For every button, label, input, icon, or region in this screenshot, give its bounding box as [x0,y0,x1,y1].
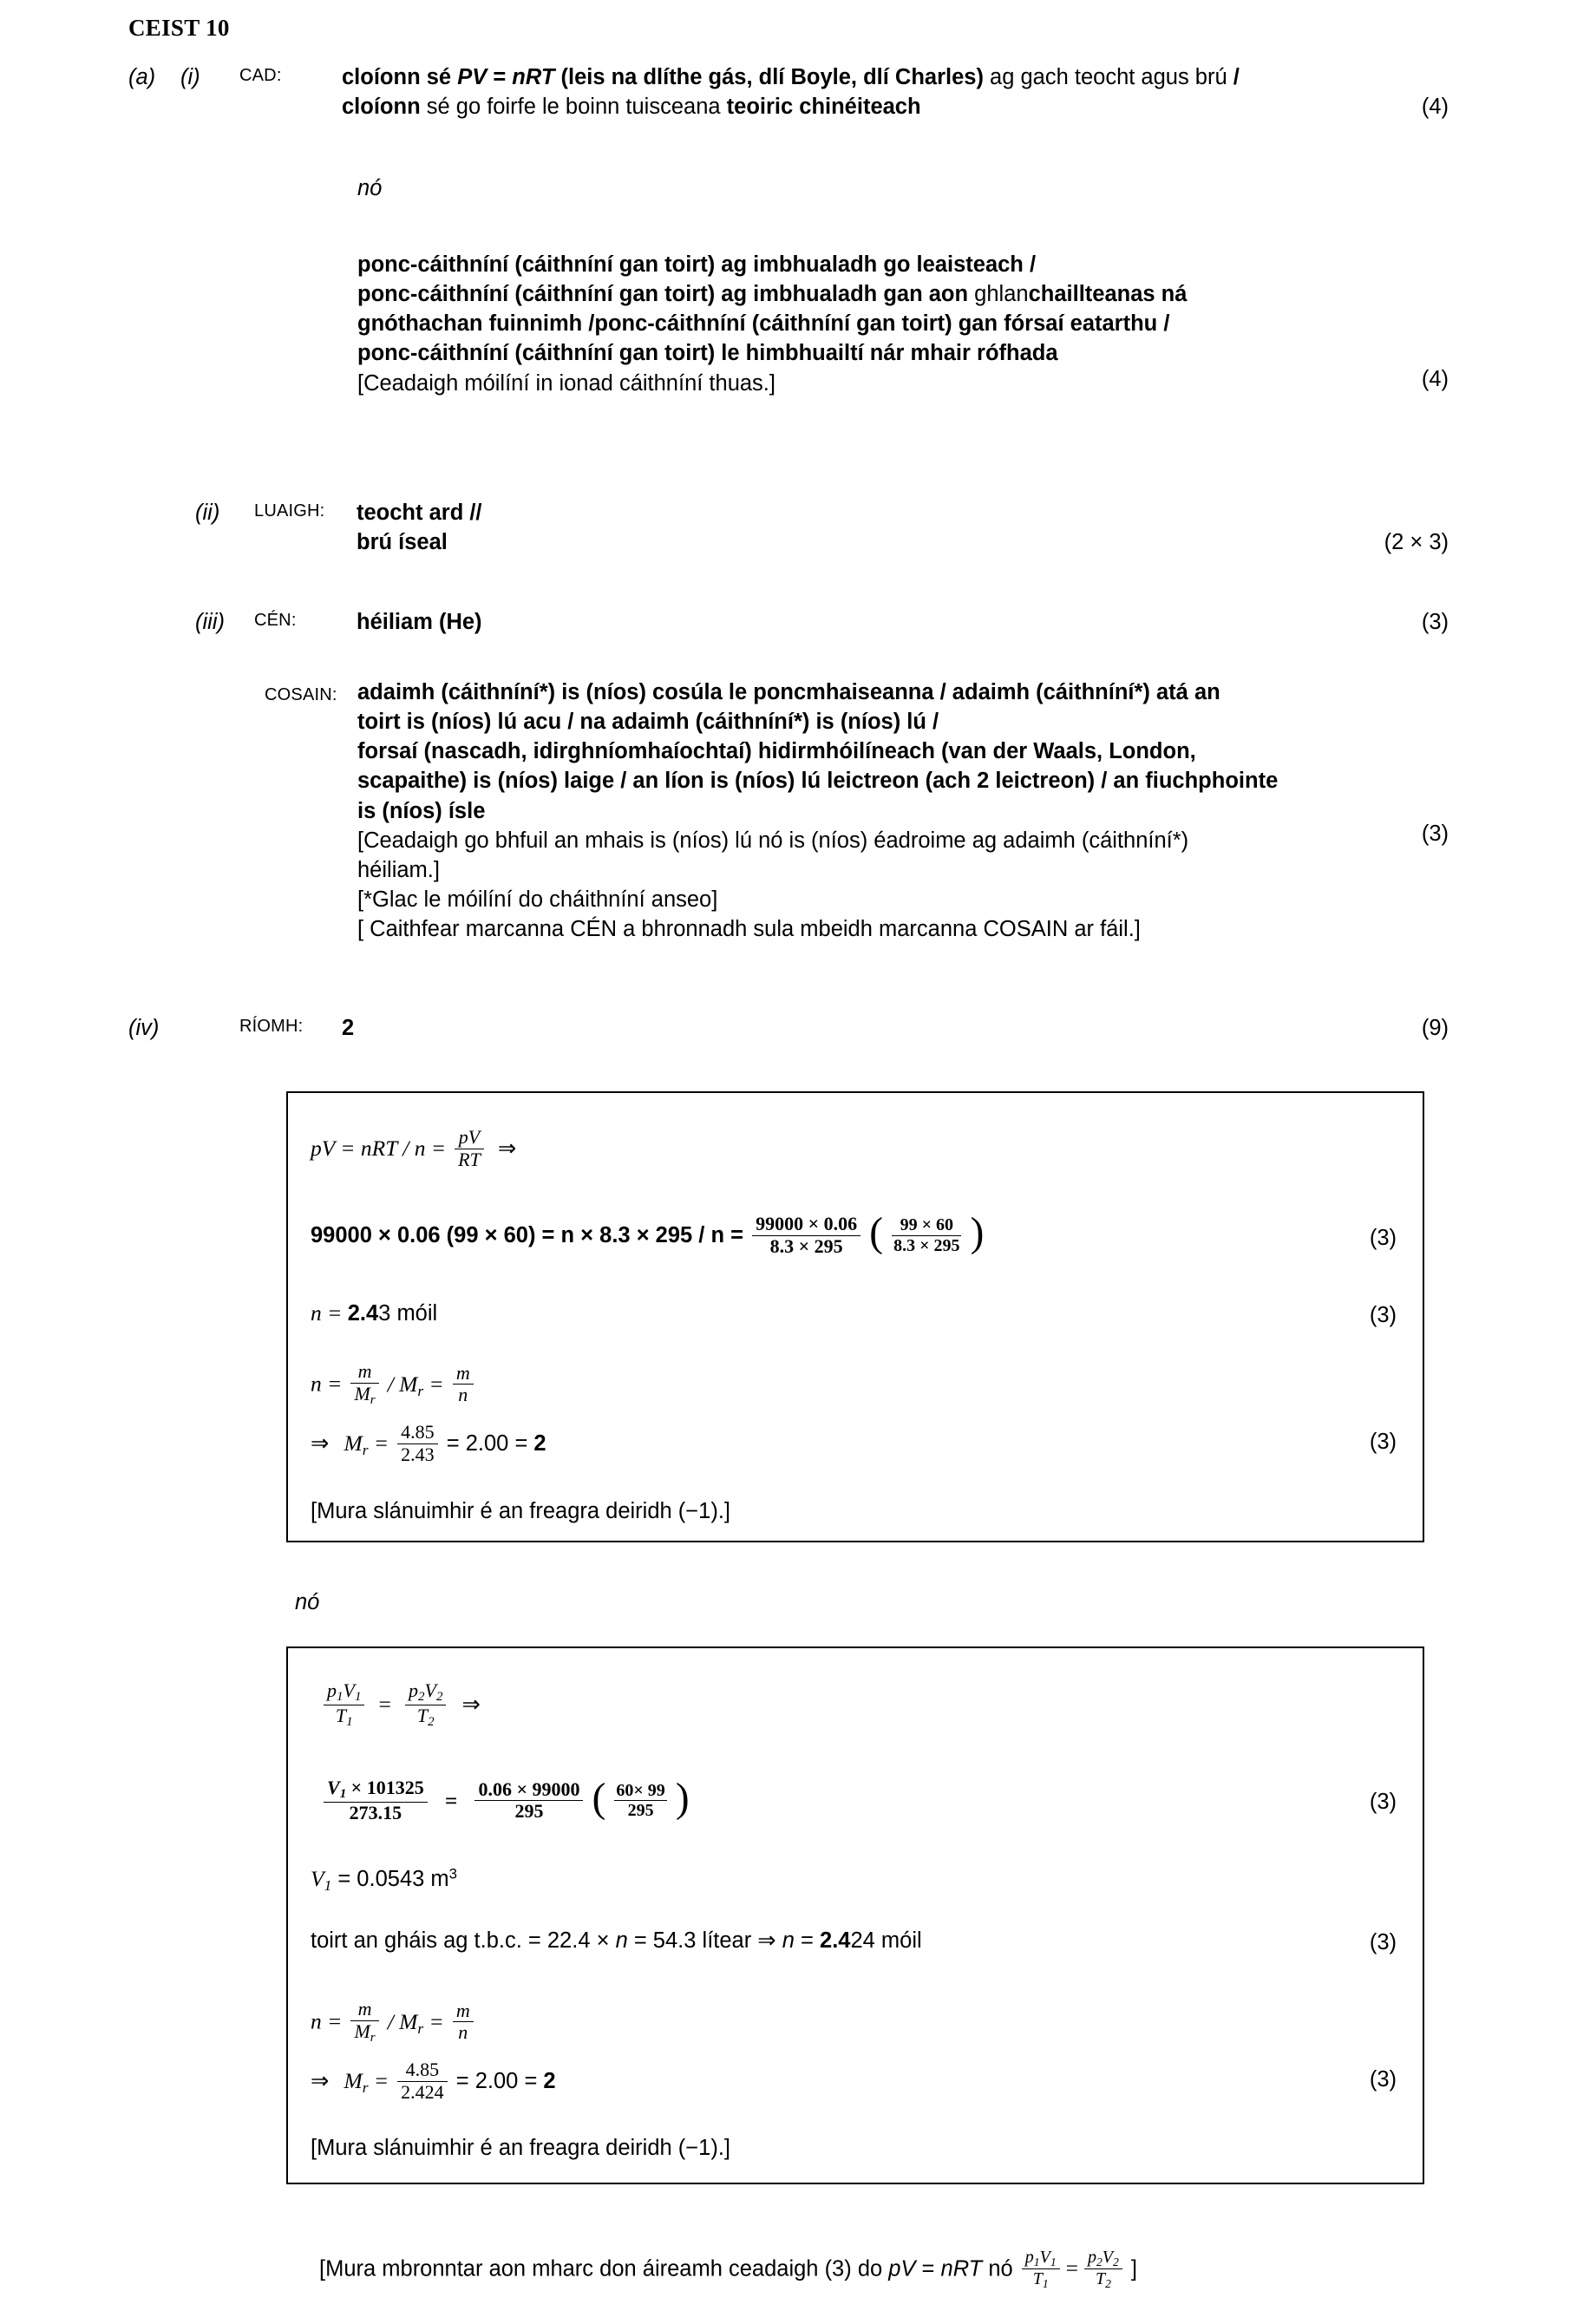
box1-eq4-frac1 [350,1361,378,1408]
box2-eq5-frac3 [397,2059,448,2103]
footer-no: nó [982,2256,1019,2281]
cosain-l3-b: idirmhóilíneach (van der Waals, London, [771,739,1196,764]
box2-eq3: $V_1 = 0.0543$ $m^3$ [311,1865,457,1894]
box2-eq5-mr: $M_r$ = [344,2067,389,2096]
box2-eq1-f2-den: $T_2$ [405,1705,446,1730]
alt-l2-a: ponc-cáithníní (cáithníní gan toirt) ag imbhualadh gan aon [357,282,975,307]
alt-line-4: ponc-cáithníní (cáithníní gan toirt) le himbhuailtí nár mhair rófhada [357,341,1058,366]
answer-line-2 [342,92,1447,121]
box2-eq5-f2-den: n [453,2021,474,2044]
alt-answer-block [357,250,1450,398]
answer-l2-bold1: cloíonn [342,95,421,120]
part-a-label: (a) [128,65,156,89]
box2-eq4 [311,1928,922,1954]
box1-eq2-lhs: 99000 × 0.06 (99 × 60) = n × 8.3 × 295 / n = [311,1222,744,1247]
box2-eq2-frac3 [614,1781,666,1821]
ii-line-2: brú íseal [357,530,448,555]
part-a-i-row [128,62,1447,121]
open-paren-2: ( [592,1775,606,1821]
box2-eq2-f2-num: 0.06 × 99000 [478,1777,580,1800]
answer-l1-italic2: nRT [512,65,555,89]
marks-a-i-2: (4) [1421,367,1449,391]
box2-eq2-f1-num: $V_1 \times 101325$ [327,1777,424,1802]
box2-eq1-f1-den: $T_1$ [324,1705,364,1730]
alt-line-3: gnóthachan fuinnimh /ponc-cáithníní (cáithníní gan toirt) gan fórsaí eatarthu / [357,311,1170,337]
marks-a-iv: (9) [1421,1016,1449,1040]
part-a-ii-key: LUAIGH: [254,501,325,520]
cosain-line-4: scapaithe) is (níos) laige / an líon is (níos) lú leictreon (ach 2 leictreon) / an fiuchphointe [357,769,1279,794]
box1-eq4-result: = 2.00 = [446,1430,534,1456]
cosain-l3-a: forsaí (nascadh, idirghníomhaíochtaí) h [357,739,772,764]
box2-eq4-suffix: 24 móil [850,1928,922,1953]
box2-eq5-line1 [311,2000,476,2046]
alt-l2-c: chaillteanas ná [1028,282,1188,307]
box1-eq1-arrow-icon: ⇒ [497,1135,517,1161]
box2-eq5-frac2 [453,2000,474,2044]
box2-eq4-n1: n [615,1928,628,1953]
cosain-line-2: toirt is (níos) lú acu / na adaimh (cáithníní*) is (níos) lú / [357,710,939,735]
marks-box2-eq5: (3) [1369,2067,1397,2092]
page-title: CEIST 10 [128,15,230,41]
part-a-iv-key: RÍOMH: [239,1017,304,1036]
footer-nrt: nRT [940,2256,983,2281]
box1-eq2 [311,1209,985,1258]
box2-eq1-frac2 [405,1680,446,1730]
box2-eq5-f3-den: 2.424 [397,2081,448,2104]
part-a-iii-body: héiliam (He) [357,610,482,634]
box1-eq4-f1-num: m [357,1360,372,1382]
answer-l1-plain: ag gach teocht agus brú [983,65,1233,89]
box1-eq4-frac3 [397,1422,438,1465]
box2-eq1-equals: = [378,1692,391,1718]
box2-eq2-frac2 [474,1779,583,1823]
box1-eq1 [311,1128,516,1171]
box2-eq5-f3-num: 4.85 [405,2059,440,2080]
box2-eq4-eq: = [794,1928,821,1953]
box2-note: [Mura slánuimhir é an freagra deiridh (−1).] [311,2136,731,2160]
box2-eq2-f3-den: 295 [614,1800,666,1820]
cosain-note-3: [ Caithfear marcanna CÉN a bhronnadh sula mbeidh marcanna COSAIN ar fáil.] [357,917,1141,942]
answer-l1-italic1: PV [457,65,487,89]
box2-eq5-n: n = [311,2008,343,2034]
box2-eq1-frac1 [324,1680,364,1730]
box2-eq5-f1-den: $M_r$ [350,2020,378,2046]
part-a-iii-roman: (iii) [195,610,225,634]
box1-eq4-n: n = [311,1371,343,1397]
part-a-i-body [342,62,1447,121]
box2-eq5-frac1 [350,1999,378,2046]
part-a-i-key: CAD: [239,66,282,85]
part-a-iv-label: (iv) [128,1016,160,1040]
box1-eq4-f1-den: $M_r$ [350,1383,378,1408]
marks-a-ii: (2 × 3) [1384,530,1449,554]
marks-a-iii: (3) [1421,610,1449,634]
box2-eq1-f1-num: $p_1V_1$ [327,1679,362,1705]
box1-eq4-line1 [311,1362,476,1409]
box1-eq1-lhs: pV = nRT / n = [311,1135,447,1161]
box2-eq2 [321,1775,690,1825]
footer-pre: [Mura mbronntar aon mharc don áireamh ceadaigh (3) do [319,2256,889,2281]
box2-eq5-result: = 2.00 = [455,2068,544,2093]
footer-pv: pV [888,2256,916,2281]
answer-l2-plain: sé go foirfe le boinn tuisceana [420,95,727,120]
box1-eq4-f2-num: m [455,1361,470,1384]
box1-eq4-f3-num: 4.85 [401,1421,435,1443]
footer-equals: = [1065,2255,1078,2281]
close-paren: ) [970,1209,985,1255]
box1-eq3 [311,1300,437,1326]
marks-box1-eq4: (3) [1369,1430,1397,1454]
answer-l1-bold4: / [1233,65,1240,89]
box2-eq5-f2-num: m [455,1999,470,2021]
marks-box2-eq2: (3) [1369,1790,1397,1814]
box1-eq2-frac1 [752,1214,860,1257]
box2-eq2-f2-den: 295 [474,1800,583,1823]
box2-eq5-mid: / $M_r$ = [387,2008,444,2037]
box2-eq5-result-bold: 2 [543,2068,556,2093]
box2-eq2-frac1 [324,1777,428,1824]
part-a-ii-body [357,498,1453,557]
box2-eq1 [321,1681,481,1731]
marks-box1-eq3: (3) [1369,1303,1397,1327]
box2-eq4-n2: n [782,1928,795,1953]
box1-eq2-f1-num: 99000 × 0.06 [756,1213,858,1234]
cosain-note-2: [*Glac le móilíní do cháithníní anseo] [357,887,718,913]
answer-l1-bold1: cloíonn sé [342,65,458,89]
box1-eq3-bold: 2.4 [347,1301,379,1326]
cosain-line-3 [357,736,1450,766]
box2-eq5-line2 [311,2060,556,2104]
box1-eq4-line2 [311,1423,546,1466]
close-paren-2: ) [675,1775,690,1821]
box2-eq1-arrow-icon: ⇒ [461,1692,481,1718]
footer-f1-num: $p_1V_1$ [1024,2248,1057,2268]
box1-eq3-prefix: n = [311,1300,348,1326]
box2-eq3-v1: $V_1$ [311,1865,332,1894]
footer-close: ] [1124,2256,1137,2281]
marks-a-i-1: (4) [1421,95,1449,119]
cosain-body [357,678,1450,944]
part-a-i-roman: (i) [180,65,200,89]
box1-eq1-den: RT [455,1149,484,1171]
alt-line-1: ponc-cáithníní (cáithníní gan toirt) ag imbhualadh go leaisteach / [357,252,1037,277]
cosain-key: COSAIN: [265,685,337,704]
alt-note: [Ceadaigh móilíní in ionad cáithníní thuas.] [357,370,775,396]
box2-eq2-f1-den: 273.15 [324,1802,428,1824]
footer-eq: = [915,2256,941,2281]
box1-eq2-f2-den: 8.3 × 295 [893,1235,960,1255]
ii-line-1: teocht ard // [357,501,482,525]
footer-f2-num: $p_2V_2$ [1088,2248,1119,2268]
cosain-line-1: adaimh (cáithníní*) is (níos) cosúla le poncmhaiseanna / adaimh (cáithníní*) atá an [357,680,1220,704]
answer-l2-bold2: teoiric chinéiteach [726,95,921,120]
footer-frac1 [1022,2248,1060,2290]
answer-line-1 [342,62,1447,92]
box1-eq4-result-bold: 2 [533,1430,546,1456]
box2-eq4-mid: = 54.3 lítear ⇒ [627,1928,782,1953]
cosain-line-5: is (níos) ísle [357,798,486,823]
footer-f2-den: $T_2$ [1084,2268,1122,2290]
box2-eq5-arrow-icon: ⇒ [311,2067,330,2093]
footer-frac2 [1084,2248,1122,2290]
or-word-1: nó [357,176,383,200]
box2-eq5-f1-num: m [357,1998,372,2020]
part-a-iv-body: 2 [342,1016,355,1040]
box2-eq1-f2-num: $p_2V_2$ [409,1679,443,1705]
box1-eq4-mr: $M_r$ = [344,1430,389,1458]
marks-cosain: (3) [1421,822,1449,846]
marks-box2-eq4: (3) [1369,1930,1397,1954]
box1-eq4-frac2 [453,1363,474,1406]
cosain-note-1b: héiliam.] [357,857,440,882]
box1-eq1-frac [455,1127,484,1170]
answer-l1-bold2: = [487,65,513,89]
footer-f1-den: $T_1$ [1022,2268,1060,2290]
alt-line-2 [357,279,1450,309]
box1-note: [Mura slánuimhir é an freagra deiridh (−1).] [311,1499,731,1523]
part-a-ii-row [195,498,1453,557]
box1-eq2-frac2 [892,1215,961,1255]
part-a-ii-roman: (ii) [195,501,220,525]
box1-eq4-arrow-icon: ⇒ [311,1430,330,1456]
box1-eq2-f2-num: 99 × 60 [900,1215,953,1235]
box1-eq4-f2-den: n [453,1384,474,1406]
cosain-note-1: [Ceadaigh go bhfuil an mhais is (níos) lú nó is (níos) éadroime ag adaimh (cáithníní*) [357,828,1189,853]
part-a-iii-key: CÉN: [254,611,297,630]
box2-eq4-bold: 2.4 [820,1928,851,1953]
alt-l2-b: ghlan [974,282,1029,307]
box1-eq4-mid: / $M_r$ = [387,1371,444,1399]
footer-note [319,2249,1137,2291]
box2-eq2-equals: = [444,1787,458,1813]
marks-box1-eq2: (3) [1369,1226,1397,1250]
or-word-2: nó [295,1590,320,1614]
open-paren: ( [869,1209,883,1255]
part-a-iv-row [128,1013,1447,1043]
box1-eq2-f1-den: 8.3 × 295 [752,1235,860,1258]
part-a-iii-row [195,607,1453,637]
box1-eq4-f3-den: 2.43 [397,1443,438,1466]
box1-eq3-suffix: 3 móil [378,1301,438,1326]
box2-eq4-pre: toirt an gháis ag t.b.c. = 22.4 × [311,1928,616,1953]
box1-eq1-num: pV [458,1126,481,1148]
box2-eq2-f3-num: 60× 99 [616,1780,665,1800]
answer-l1-bold3: (leis na dlíthe gás, dlí Boyle, dlí Charles) [554,65,984,89]
